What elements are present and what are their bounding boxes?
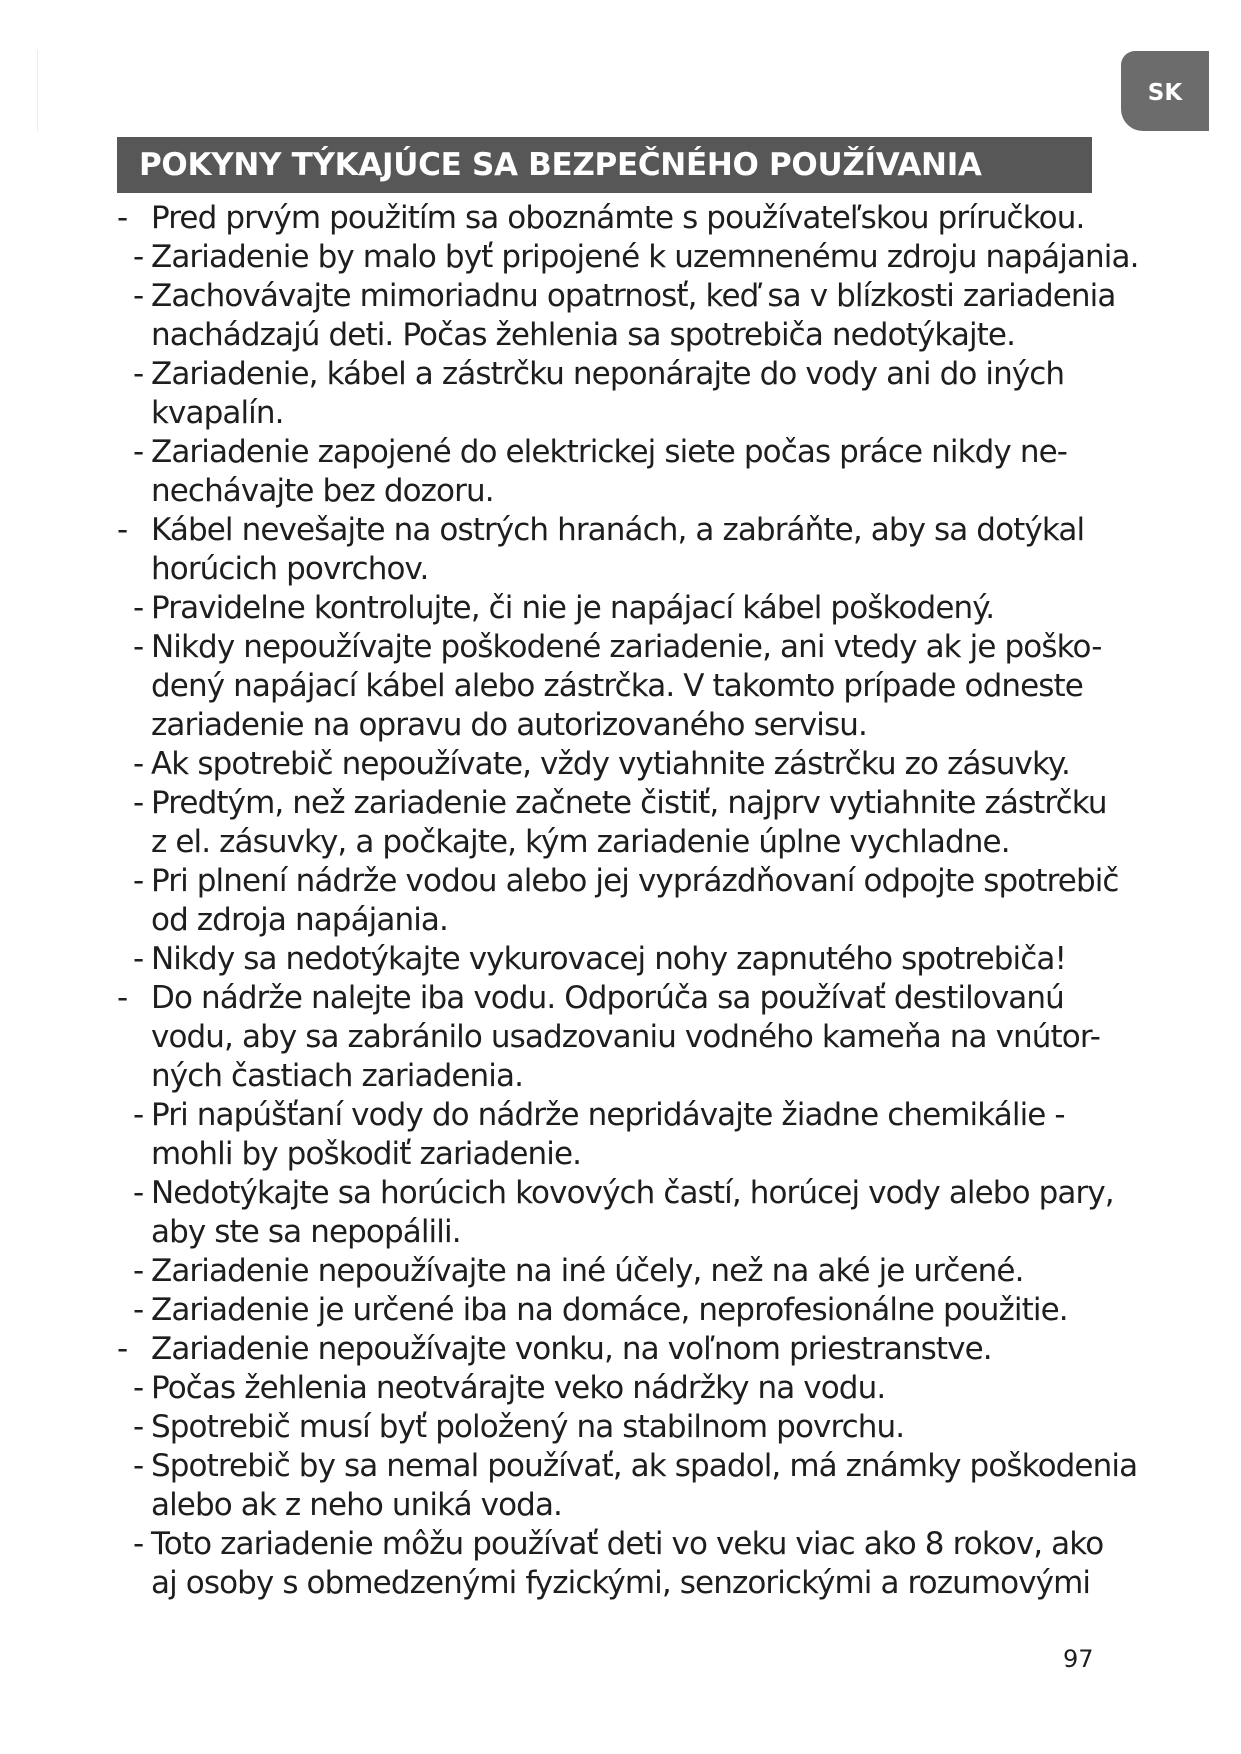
instruction-item xyxy=(0,1369,1241,1408)
instruction-line: aby ste sa nepopálili. xyxy=(151,1214,461,1250)
instruction-item xyxy=(0,1447,1241,1525)
instruction-line: Nikdy nepoužívajte poškodené zariadenie, ani vtedy ak je poško- xyxy=(151,629,1102,665)
dash-marker: - xyxy=(133,356,144,392)
instruction-line: zariadenie na opravu do autorizovaného servisu. xyxy=(151,707,867,743)
section-title: POKYNY TÝKAJÚCE SA BEZPEČNÉHO POUŽÍVANIA xyxy=(117,137,1092,193)
instruction-item xyxy=(0,238,1241,277)
dash-marker: - xyxy=(133,629,144,665)
instruction-line: alebo ak z neho uniká voda. xyxy=(151,1487,563,1523)
instruction-line: nachádzajú deti. Počas žehlenia sa spotrebiča nedotýkajte. xyxy=(151,317,1016,353)
instruction-line: nechávajte bez dozoru. xyxy=(151,473,494,509)
dash-marker: - xyxy=(133,746,144,782)
dash-marker: - xyxy=(117,512,128,548)
instruction-item xyxy=(0,940,1241,979)
dash-marker: - xyxy=(133,1370,144,1406)
instruction-item xyxy=(0,589,1241,628)
dash-marker: - xyxy=(133,1448,144,1484)
instruction-line: horúcich povrchov. xyxy=(151,551,429,587)
instruction-item xyxy=(0,1174,1241,1252)
instruction-item xyxy=(0,355,1241,433)
instruction-item xyxy=(0,1096,1241,1174)
instruction-item xyxy=(0,199,1241,238)
instruction-item xyxy=(0,277,1241,355)
dash-marker: - xyxy=(117,1331,128,1367)
dash-marker: - xyxy=(117,980,128,1016)
page-number: 97 xyxy=(1063,1645,1094,1673)
instruction-line: Toto zariadenie môžu používať deti vo veku viac ako 8 rokov, ako xyxy=(151,1526,1104,1562)
instruction-line: Spotrebič by sa nemal používať, ak spadol, má známky poškodenia xyxy=(151,1448,1138,1484)
instruction-line: Spotrebič musí byť položený na stabilnom povrchu. xyxy=(151,1409,905,1445)
instruction-item xyxy=(0,511,1241,589)
dash-marker: - xyxy=(133,863,144,899)
instruction-line: Nikdy sa nedotýkajte vykurovacej nohy zapnutého spotrebiča! xyxy=(151,941,1067,977)
instruction-item xyxy=(0,745,1241,784)
dash-marker: - xyxy=(133,1292,144,1328)
instruction-line: Zariadenie zapojené do elektrickej siete počas práce nikdy ne- xyxy=(151,434,1068,470)
dash-marker: - xyxy=(133,1097,144,1133)
instruction-item xyxy=(0,1525,1241,1603)
instruction-line: Pri plnení nádrže vodou alebo jej vyprázdňovaní odpojte spotrebič xyxy=(151,863,1119,899)
instruction-line: Zariadenie, kábel a zástrčku neponárajte do vody ani do iných xyxy=(151,356,1065,392)
instruction-line: z el. zásuvky, a počkajte, kým zariadenie úplne vychladne. xyxy=(151,824,1010,860)
instruction-line: Zachovávajte mimoriadnu opatrnosť, keď sa v blízkosti zariadenia xyxy=(151,278,1116,314)
instruction-line: Kábel nevešajte na ostrých hranách, a zabráňte, aby sa dotýkal xyxy=(151,512,1085,548)
dash-marker: - xyxy=(133,434,144,470)
dash-marker: - xyxy=(133,1526,144,1562)
instruction-line: aj osoby s obmedzenými fyzickými, senzorickými a rozumovými xyxy=(151,1565,1091,1601)
instruction-item xyxy=(0,628,1241,745)
instruction-item xyxy=(0,979,1241,1096)
dash-marker: - xyxy=(133,1253,144,1289)
safety-instructions-list xyxy=(0,199,1241,1603)
instruction-line: Pred prvým použitím sa oboznámte s používateľskou príručkou. xyxy=(151,200,1085,236)
instruction-line: kvapalín. xyxy=(151,395,284,431)
instruction-line: Nedotýkajte sa horúcich kovových častí, horúcej vody alebo pary, xyxy=(151,1175,1114,1211)
dash-marker: - xyxy=(133,785,144,821)
margin-line xyxy=(37,50,38,132)
instruction-line: Pravidelne kontrolujte, či nie je napájací kábel poškodený. xyxy=(151,590,995,626)
instruction-line: Zariadenie nepoužívajte vonku, na voľnom priestranstve. xyxy=(151,1331,992,1367)
instruction-line: mohli by poškodiť zariadenie. xyxy=(151,1136,582,1172)
instruction-line: od zdroja napájania. xyxy=(151,902,448,938)
dash-marker: - xyxy=(117,200,128,236)
dash-marker: - xyxy=(133,239,144,275)
dash-marker: - xyxy=(133,590,144,626)
instruction-item xyxy=(0,1330,1241,1369)
instruction-item xyxy=(0,1408,1241,1447)
instruction-line: Pri napúšťaní vody do nádrže nepridávajte žiadne chemikálie - xyxy=(151,1097,1065,1133)
instruction-line: Zariadenie by malo byť pripojené k uzemnenému zdroju napájania. xyxy=(151,239,1139,275)
language-tab: SK xyxy=(1121,51,1209,131)
instruction-line: Zariadenie je určené iba na domáce, neprofesionálne použitie. xyxy=(151,1292,1068,1328)
instruction-item xyxy=(0,1252,1241,1291)
instruction-item xyxy=(0,862,1241,940)
instruction-line: Počas žehlenia neotvárajte veko nádržky na vodu. xyxy=(151,1370,886,1406)
instruction-line: Predtým, než zariadenie začnete čistiť, najprv vytiahnite zástrčku xyxy=(151,785,1107,821)
dash-marker: - xyxy=(133,278,144,314)
instruction-line: dený napájací kábel alebo zástrčka. V takomto prípade odneste xyxy=(151,668,1083,704)
instruction-line: Zariadenie nepoužívajte na iné účely, než na aké je určené. xyxy=(151,1253,1024,1289)
instruction-item xyxy=(0,1291,1241,1330)
instruction-item xyxy=(0,433,1241,511)
instruction-item xyxy=(0,784,1241,862)
dash-marker: - xyxy=(133,1409,144,1445)
instruction-line: vodu, aby sa zabránilo usadzovaniu vodného kameňa na vnútor- xyxy=(151,1019,1100,1055)
instruction-line: Do nádrže nalejte iba vodu. Odporúča sa používať destilovanú xyxy=(151,980,1064,1016)
dash-marker: - xyxy=(133,1175,144,1211)
instruction-line: Ak spotrebič nepoužívate, vždy vytiahnite zástrčku zo zásuvky. xyxy=(151,746,1070,782)
instruction-line: ných častiach zariadenia. xyxy=(151,1058,524,1094)
dash-marker: - xyxy=(133,941,144,977)
